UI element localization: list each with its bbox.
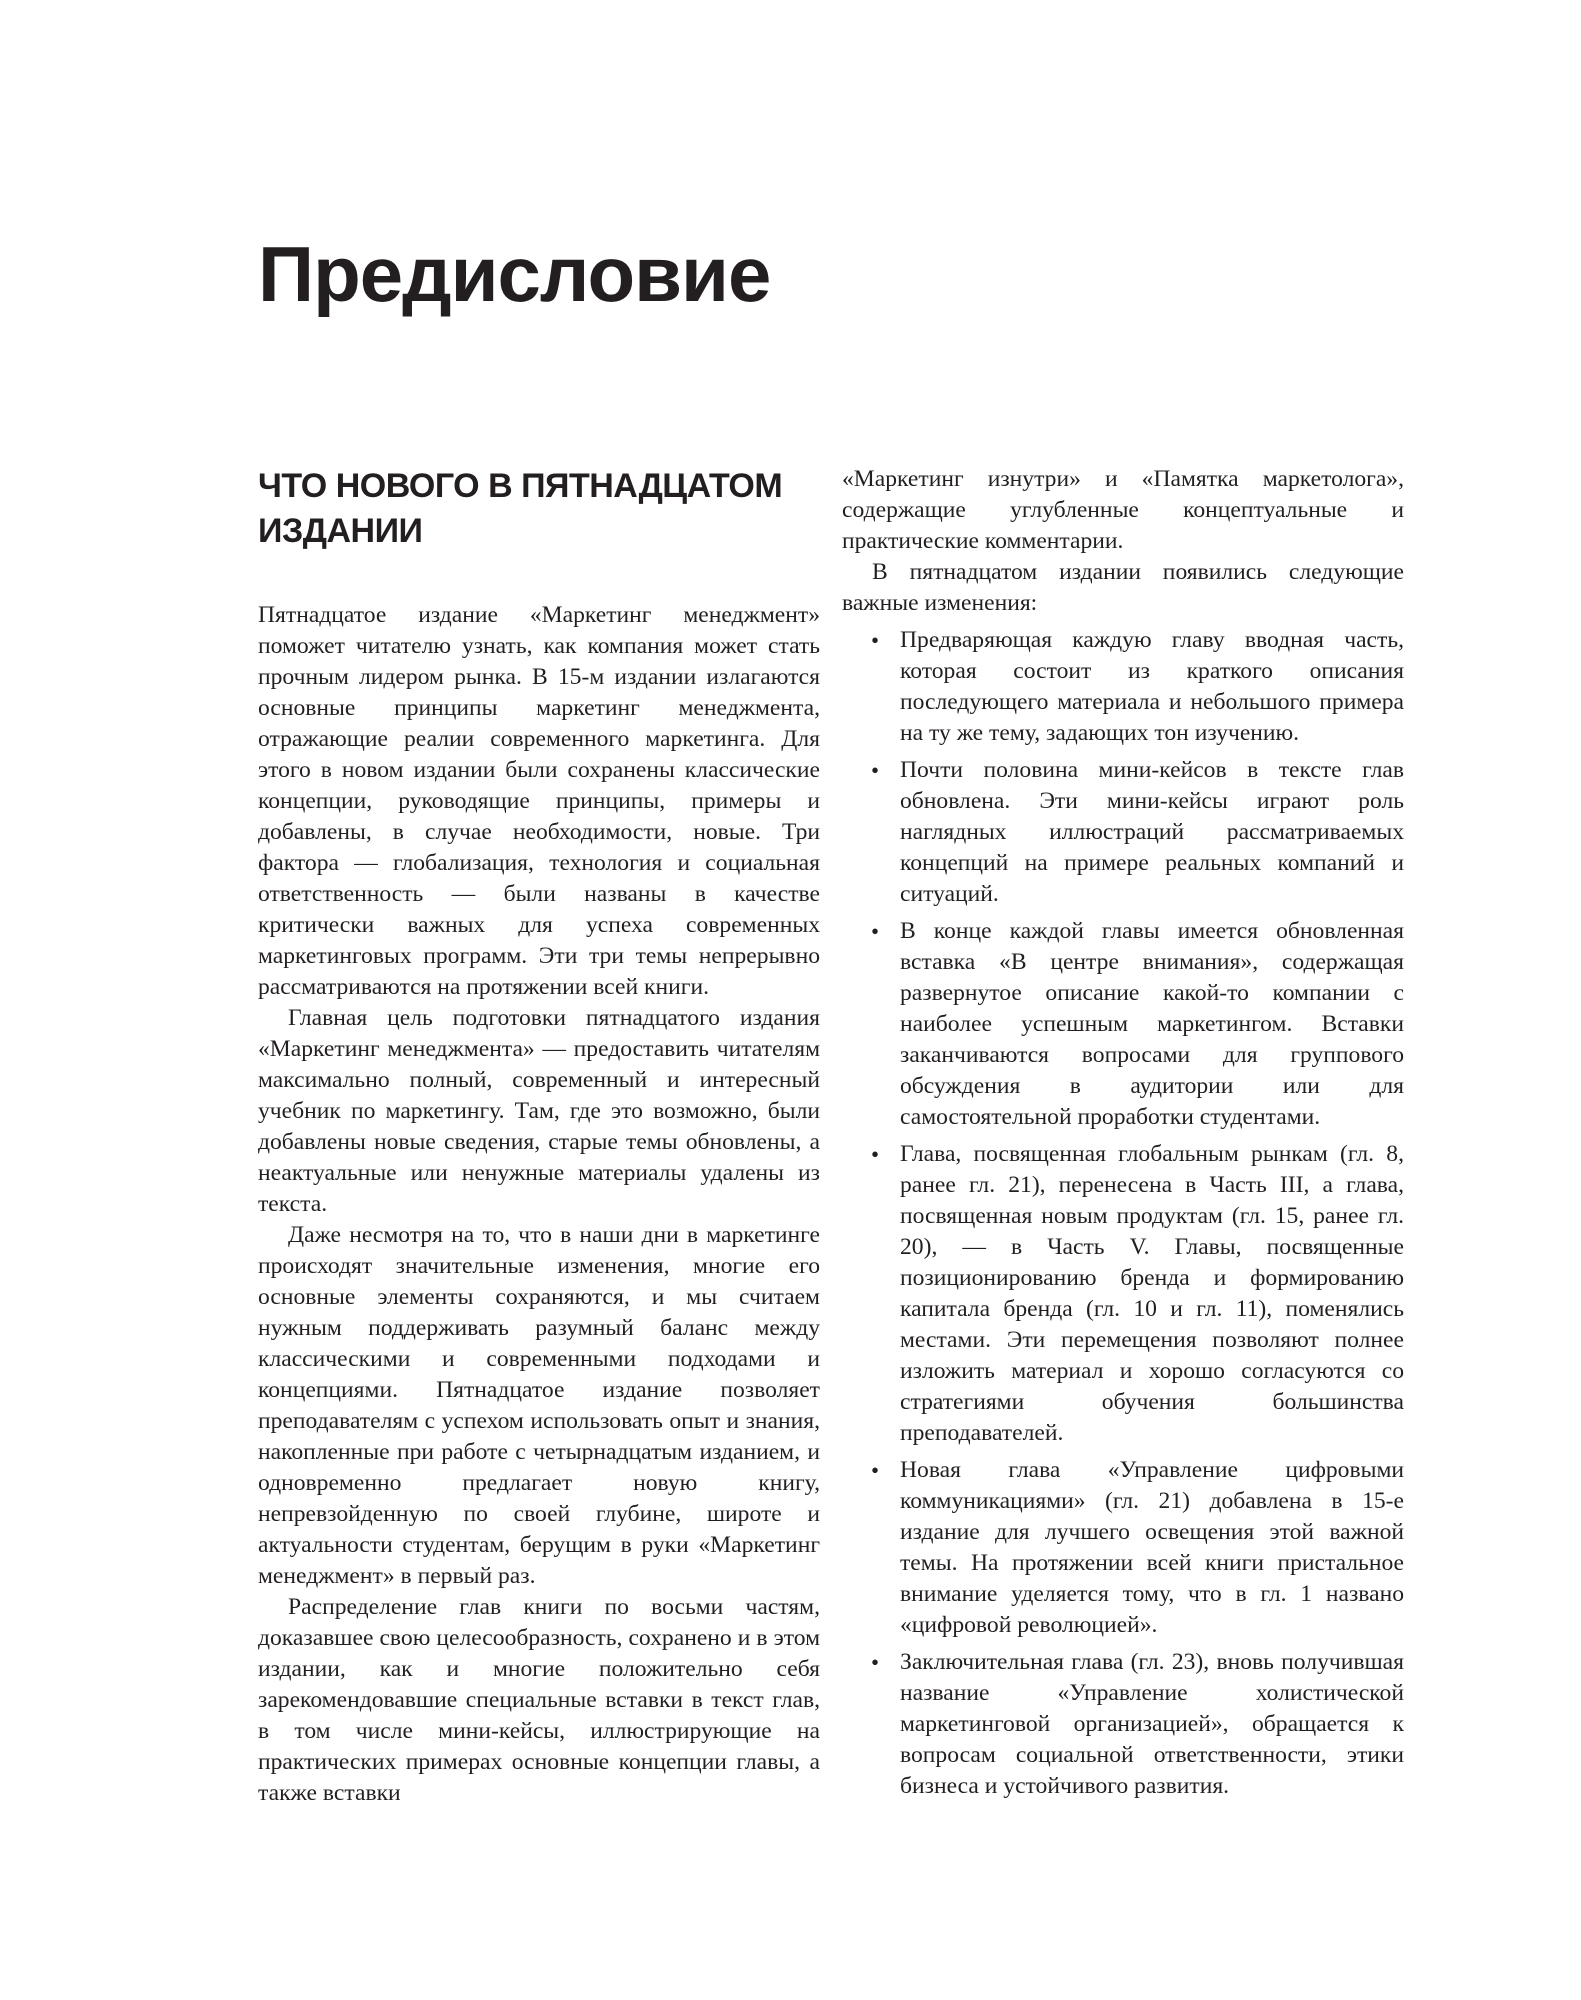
list-item-text: Глава, посвященная глобальным рынкам (гл. 8, ранее гл. 21), перенесена в Часть III, а глава, посвященная новым продуктам (гл. 15, ранее гл. 20), — в Часть V. Главы, посвященные позиционированию бренда и формированию капитала бренда (гл. 10 и гл. 11), поменялись местами. Эти перемещения позволяют полнее изложить материал и хорошо согласуются со стратегиями обучения большинства преподавателей. <box>900 1141 1404 1446</box>
page-title: Предисловие <box>258 230 771 318</box>
bullet-icon: • <box>871 1458 880 1483</box>
list-item <box>842 1139 1404 1449</box>
bullet-icon: • <box>871 1650 880 1675</box>
changes-list <box>842 625 1404 1802</box>
bullet-icon: • <box>871 1142 880 1167</box>
list-item-text: Предваряющая каждую главу вводная часть, которая состоит из краткого описания последующего материала и небольшого примера на ту же тему, задающих тон изучению. <box>900 627 1404 746</box>
list-item <box>842 625 1404 749</box>
paragraph: Главная цель подготовки пятнадцатого издания «Маркетинг менеджмента» — предоставить читателям максимально полный, современный и интересный учебник по маркетингу. Там, где это возможно, были добавлены новые сведения, старые темы обновлены, а неактуальные или ненужные материалы удалены из текста. <box>258 1005 820 1217</box>
list-item-text: В конце каждой главы имеется обновленная вставка «В центре внимания», содержащая развернутое описание какой-то компании с наиболее успешным маркетингом. Вставки заканчиваются вопросами для группового обсуждения в аудитории или для самостоятельной проработки студентами. <box>900 918 1404 1130</box>
list-item-text: Заключительная глава (гл. 23), вновь получившая название «Управление холистической маркетинговой организацией», обращается к вопросам социальной ответственности, этики бизнеса и устойчивого развития. <box>900 1649 1404 1799</box>
list-item-text: Почти половина мини-кейсов в тексте глав обновлена. Эти мини-кейсы играют роль наглядных иллюстраций рассматриваемых концепций на примере реальных компаний и ситуаций. <box>900 757 1404 907</box>
paragraph: В пятнадцатом издании появились следующие важные изменения: <box>842 559 1404 616</box>
bullet-icon: • <box>871 628 880 653</box>
list-item-text: Новая глава «Управление цифровыми коммуникациями» (гл. 21) добавлена в 15-е издание для лучшего освещения этой важной темы. На протяжении всей книги пристальное внимание уделяется тому, что в гл. 1 названо «цифровой революцией». <box>900 1457 1404 1638</box>
list-item <box>842 1455 1404 1641</box>
paragraph-continuation: «Маркетинг изнутри» и «Памятка маркетолога», содержащие углубленные концептуальные и практические комментарии. <box>842 466 1404 554</box>
bullet-icon: • <box>871 919 880 944</box>
list-item <box>842 755 1404 910</box>
paragraph: Распределение глав книги по восьми частям, доказавшее свою целесообразность, сохранено и в этом издании, как и многие положительно себя зарекомендовавшие специальные вставки в текст глав, в том числе мини-кейсы, иллюстрирующие на практических примерах основные концепции главы, а также вставки <box>258 1594 820 1806</box>
left-column <box>258 464 820 1809</box>
list-item <box>842 1647 1404 1802</box>
section-heading: ЧТО НОВОГО В ПЯТНАДЦАТОМ ИЗДАНИИ <box>258 467 783 550</box>
paragraph: Даже несмотря на то, что в наши дни в маркетинге происходят значительные изменения, многие его основные элементы сохраняются, и мы считаем нужным поддерживать разумный баланс между классическими и современными подходами и концепциями. Пятнадцатое издание позволяет преподавателям с успехом использовать опыт и знания, накопленные при работе с четырнадцатым изданием, и одновременно предлагает новую книгу, непревзойденную по своей глубине, широте и актуальности студентам, берущим в руки «Маркетинг менеджмент» в первый раз. <box>258 1222 820 1589</box>
list-item <box>842 916 1404 1133</box>
right-column <box>842 464 1404 1808</box>
bullet-icon: • <box>871 758 880 783</box>
paragraph: Пятнадцатое издание «Маркетинг менеджмент» поможет читателю узнать, как компания может стать прочным лидером рынка. В 15-м издании излагаются основные принципы маркетинг менеджмента, отражающие реалии современного маркетинга. Для этого в новом издании были сохранены классические концепции, руководящие принципы, примеры и добавлены, в случае необходимости, новые. Три фактора — глобализация, технология и социальная ответственность — были названы в качестве критически важных для успеха современных маркетинговых программ. Эти три темы непрерывно рассматриваются на протяжении всей книги. <box>258 602 820 1000</box>
